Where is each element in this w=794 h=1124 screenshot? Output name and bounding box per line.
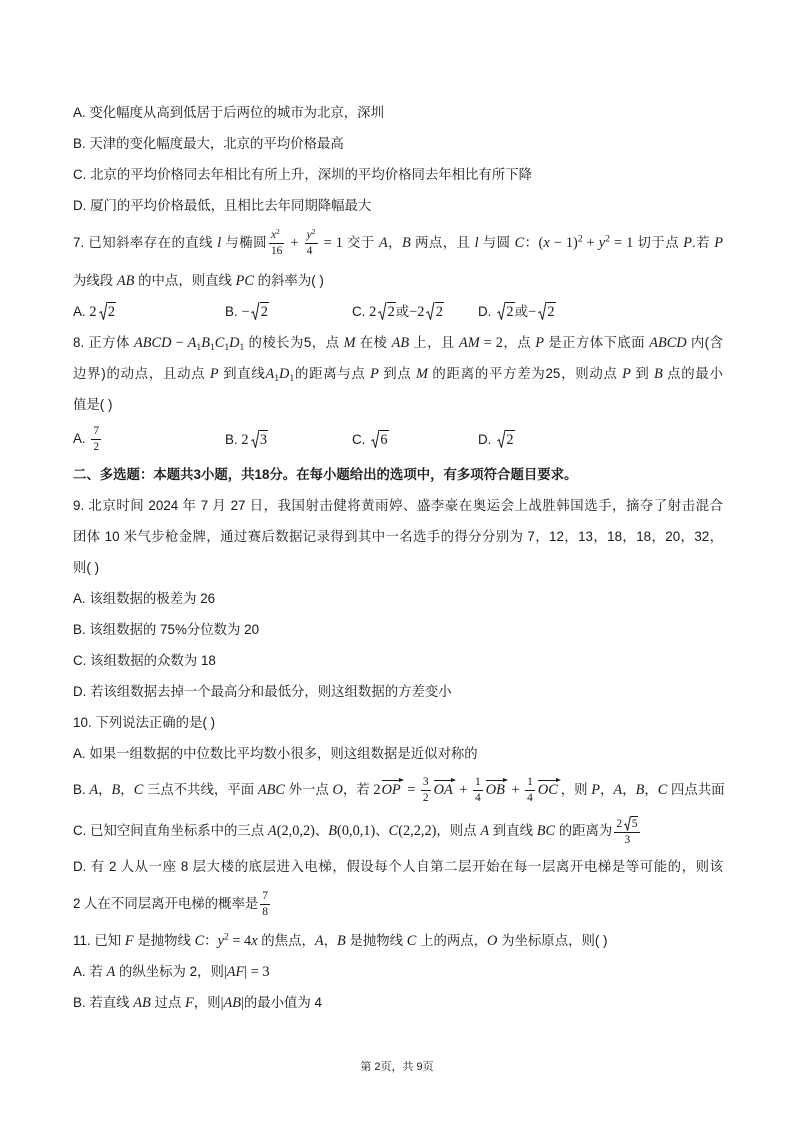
math-symbols: 4 xyxy=(475,791,481,804)
q7-stem-line-1 xyxy=(73,221,723,265)
math-symbols: ( xyxy=(538,235,544,251)
math-symbols: 3 xyxy=(422,775,429,788)
text-run: 上的两点， xyxy=(416,933,488,948)
math-variable: ABCD xyxy=(649,335,687,351)
text-run: 是正方体下底面 xyxy=(544,335,650,350)
math-variable: B xyxy=(653,366,663,382)
text-run: 在棱 xyxy=(355,335,392,350)
text-run: D. 若该组数据去掉一个最高分和最低分，则这组数据的方差变小 xyxy=(73,684,452,699)
q11-option-b xyxy=(73,987,723,1018)
text-run: 则( ) xyxy=(73,560,100,575)
math-symbols: 2 xyxy=(387,303,395,320)
superscript: 2 xyxy=(223,931,229,943)
text-run: A. xyxy=(73,431,90,447)
text-run: A. 如果一组数据的中位数比平均数小很多，则这组数据是近似对称的 xyxy=(73,746,478,761)
q9-option-a xyxy=(73,583,723,614)
square-root xyxy=(251,302,268,320)
text-run: 与椭圆 xyxy=(221,235,267,250)
square-root xyxy=(371,430,388,448)
math-symbols: 2 xyxy=(93,441,100,453)
text-run: C. 该组数据的众数为 18 xyxy=(73,653,216,668)
text-run: 内(含 xyxy=(686,335,723,350)
math-symbols: = 2 xyxy=(479,335,503,351)
text-run: ， xyxy=(600,782,614,797)
math-variable: AM xyxy=(458,335,480,351)
numerator xyxy=(91,425,101,440)
text-run: 10. 下列说法正确的是( ) xyxy=(73,715,216,730)
superscript: 2 xyxy=(605,233,610,245)
radicand xyxy=(435,302,444,320)
subscript: 1 xyxy=(224,341,230,353)
denominator xyxy=(525,791,535,805)
text-run: 的最小值为 4 xyxy=(243,995,322,1010)
math-symbols: 2 xyxy=(422,791,429,804)
math-variable: C xyxy=(194,933,205,949)
math-symbols: | xyxy=(240,995,244,1011)
q8-option-d xyxy=(478,430,723,448)
q10-option-c xyxy=(73,810,723,851)
math-symbols: 2 xyxy=(435,303,443,320)
text-run: 或 xyxy=(514,303,528,319)
square-root xyxy=(538,302,555,320)
superscript: 2 xyxy=(276,226,280,236)
math-variable: O xyxy=(332,782,343,798)
math-variable: B xyxy=(402,235,411,251)
text-run: D. 厦门的平均价格最低，且相比去年同期降幅最大 xyxy=(73,198,372,213)
numerator xyxy=(525,776,535,791)
math-variable: AB xyxy=(391,335,410,351)
text-run: B. 该组数据的 75%分位数为 20 xyxy=(73,622,260,637)
math-symbols: | xyxy=(223,964,227,980)
text-run: 外一点 xyxy=(284,782,333,797)
text-run: .若 xyxy=(692,235,715,250)
text-run: 2 人在不同层离开电梯的概率是 xyxy=(73,896,259,911)
math-variable: A xyxy=(314,933,324,949)
text-run: ， xyxy=(387,235,403,250)
q9-stem-line-2 xyxy=(73,521,723,552)
page-footer: 第 2页，共 9页 xyxy=(360,1061,434,1073)
text-run: 上，且 xyxy=(409,335,459,350)
q8-stem-line-1 xyxy=(73,327,723,358)
math-variable: P xyxy=(591,782,601,798)
superscript: 2 xyxy=(311,226,316,236)
text-run: 的纵坐标为 2，则 xyxy=(115,964,224,979)
math-variable: A xyxy=(265,366,275,382)
math-variable: x xyxy=(251,933,258,949)
math-symbols: = 1 xyxy=(609,235,634,251)
vector-symbol: OP xyxy=(381,778,404,798)
math-symbols: 2 xyxy=(506,432,514,449)
text-run: C. 已知空间直角坐标系中的三点 xyxy=(73,823,268,838)
fraction xyxy=(91,425,101,454)
text-run: A. 该组数据的极差为 26 xyxy=(73,591,216,606)
radicand xyxy=(631,816,639,831)
text-run: 到 xyxy=(630,366,654,381)
math-symbols: 2 xyxy=(241,431,249,448)
math-variable: F xyxy=(185,995,194,1011)
text-run: 切于点 xyxy=(633,235,684,250)
superscript: 2 xyxy=(577,233,583,245)
text-run: 边界)的动点，且动点 xyxy=(73,366,210,381)
radicand xyxy=(546,302,555,320)
radical-sign-icon xyxy=(251,302,259,320)
q8-options xyxy=(73,420,723,459)
q10-option-d-line-1 xyxy=(73,851,723,882)
math-variable: A xyxy=(613,782,623,798)
vector-symbol: OB xyxy=(485,778,508,798)
math-symbols: 2 xyxy=(506,303,514,320)
radicand xyxy=(259,430,268,448)
q9-stem-line-3 xyxy=(73,552,723,583)
section-heading-multiple-choice: 二、多选题：本题共3小题，共18分。在每小题给出的选项中，有多项符合题目要求。 xyxy=(73,467,578,482)
numerator xyxy=(305,226,318,244)
math-symbols: 2 xyxy=(107,303,116,320)
text-run: D. 有 2 人从一座 8 层大楼的底层进入电梯，假设每个人自第二层开始在每一层离开电梯是等可能的，则该 xyxy=(73,859,723,874)
math-symbols: 2 xyxy=(373,782,381,798)
math-variable: A xyxy=(187,335,197,351)
fraction xyxy=(421,776,431,805)
text-run: ， xyxy=(98,782,112,797)
fraction xyxy=(614,816,640,847)
math-variable: P xyxy=(683,235,693,251)
math-symbols: = 1 xyxy=(319,235,343,251)
math-variable: C xyxy=(657,782,668,798)
math-variable: P xyxy=(622,366,631,382)
q8-option-b xyxy=(225,430,352,450)
text-run: A. xyxy=(73,303,90,319)
radical-sign-icon xyxy=(426,302,434,320)
math-variable: B xyxy=(635,782,645,798)
radical-sign-icon xyxy=(497,430,505,448)
text-run: 点的最小 xyxy=(662,366,723,381)
math-variable: P xyxy=(535,335,545,351)
square-root xyxy=(378,302,395,320)
square-root xyxy=(99,302,116,320)
q8-stem-line-3 xyxy=(73,389,723,420)
radicand xyxy=(387,302,396,320)
math-symbols: 7 xyxy=(262,889,268,902)
math-symbols: − xyxy=(527,303,537,320)
square-root xyxy=(251,430,268,448)
math-symbols: 2 xyxy=(89,303,97,320)
math-variable: A xyxy=(106,964,116,980)
text-run: ，则 xyxy=(193,995,221,1010)
text-run: 的距离的平方差为25，则动点 xyxy=(427,366,623,381)
square-root xyxy=(624,816,638,831)
square-root xyxy=(497,302,514,320)
math-variable: M xyxy=(416,366,428,382)
text-run: ： xyxy=(204,933,218,948)
radicand xyxy=(505,302,514,320)
text-run: B. xyxy=(225,303,242,319)
text-run: 两点，且 xyxy=(410,235,475,250)
math-symbols: 4 xyxy=(527,791,533,804)
text-run: 为线段 xyxy=(73,273,117,288)
text-run: 团体 10 米气步枪金牌，通过赛后数据记录得到其中一名选手的得分分别为 7，12，13，18，18，20，32， xyxy=(73,529,723,544)
math-symbols: − xyxy=(241,303,250,320)
radicand xyxy=(107,302,116,320)
fraction xyxy=(305,226,318,258)
text-run: A. 若 xyxy=(73,964,107,979)
math-variable: B xyxy=(337,933,346,949)
math-variable: D xyxy=(279,366,290,382)
text-run: ， xyxy=(622,782,636,797)
text-run: ： xyxy=(524,235,539,250)
math-variable: y xyxy=(217,933,224,949)
math-variable: BC xyxy=(536,823,556,839)
text-run: 为坐标原点，则( ) xyxy=(497,933,608,948)
text-run: B. 天津的变化幅度最大，北京的平均价格最高 xyxy=(73,136,344,151)
math-variable: A xyxy=(267,823,277,839)
text-run: ， xyxy=(120,782,134,797)
q6-option-a xyxy=(73,97,723,128)
q7-option-b xyxy=(225,302,352,322)
radical-sign-icon xyxy=(99,302,107,320)
text-run: 值是( ) xyxy=(73,397,113,412)
text-run: B. xyxy=(73,782,90,797)
math-variable: x xyxy=(270,228,277,241)
text-run: 与圆 xyxy=(478,235,515,250)
math-variable: F xyxy=(124,933,134,949)
math-symbols: + xyxy=(286,235,303,251)
subscript: 1 xyxy=(209,341,215,353)
q7-option-a xyxy=(73,302,225,322)
q6-option-b xyxy=(73,128,723,159)
numerator xyxy=(421,776,431,791)
q6-option-d xyxy=(73,190,723,221)
text-run: ， xyxy=(644,782,658,797)
math-variable: B xyxy=(328,823,338,839)
text-run: ，若 xyxy=(342,782,374,797)
math-symbols: 16 xyxy=(270,244,283,257)
text-run: 的棱长为5，点 xyxy=(244,335,344,350)
math-variable: A xyxy=(89,782,99,798)
math-variable: D xyxy=(229,335,240,351)
radical-sign-icon xyxy=(251,430,259,448)
text-run: ，点 xyxy=(502,335,536,350)
math-symbols: 2 xyxy=(260,303,268,320)
math-variable: y xyxy=(598,235,606,251)
text-run: C. xyxy=(352,303,370,319)
math-variable: C xyxy=(514,235,525,251)
subscript: 1 xyxy=(196,341,202,353)
vector-symbol: OA xyxy=(433,778,456,798)
math-symbols: 2 xyxy=(616,817,623,830)
text-run: 9. 北京时间 2024 年 7 月 27 日，我国射击健将黄雨婷、盛李豪在奥运会上战胜韩国选手，摘夺了射击混合 xyxy=(73,498,723,513)
math-symbols: = xyxy=(403,782,419,798)
math-variable: ABCD xyxy=(134,335,172,351)
q9-stem-line-1 xyxy=(73,490,723,521)
math-symbols: (2,0,2) xyxy=(276,823,315,839)
text-run: B. 若直线 xyxy=(73,995,134,1010)
subscript: 1 xyxy=(289,372,295,384)
text-run: 或 xyxy=(395,303,410,319)
text-run: 三点不共线，平面 xyxy=(143,782,258,797)
math-symbols: 2 xyxy=(547,303,555,320)
math-symbols: + xyxy=(455,782,472,798)
exam-page-content xyxy=(73,97,723,1018)
q8-option-c xyxy=(352,430,478,448)
math-symbols: 4 xyxy=(306,244,313,257)
math-symbols: + xyxy=(507,782,524,798)
math-symbols: 6 xyxy=(380,432,388,449)
numerator xyxy=(269,226,284,244)
math-symbols: − xyxy=(171,335,188,351)
q9-option-b xyxy=(73,614,723,645)
text-run: 到直线 xyxy=(218,366,266,381)
text-run: 四点共面 xyxy=(667,782,725,797)
math-variable: AB xyxy=(133,995,151,1011)
math-symbols: −2 xyxy=(409,303,425,320)
denominator xyxy=(91,440,101,454)
text-run: 是抛物线 xyxy=(345,933,407,948)
q7-option-d xyxy=(478,302,723,322)
math-variable: C xyxy=(406,933,417,949)
numerator xyxy=(473,776,483,791)
math-variable: A xyxy=(480,823,490,839)
square-root xyxy=(426,302,443,320)
text-run: 过点 xyxy=(150,995,186,1010)
math-symbols: 8 xyxy=(262,905,268,918)
math-symbols: 3 xyxy=(259,431,268,448)
text-run: 、 xyxy=(375,823,389,838)
radical-sign-icon xyxy=(378,302,386,320)
text-run: ， xyxy=(323,933,338,948)
text-run: 11. 已知 xyxy=(73,933,125,948)
text-run: 7. 已知斜率存在的直线 xyxy=(73,235,218,250)
text-run: 的斜率为( ) xyxy=(253,273,324,288)
q6-option-c xyxy=(73,159,723,190)
text-run: D. xyxy=(478,432,496,448)
math-symbols: (2,2,2) xyxy=(398,823,437,839)
fraction xyxy=(260,890,270,919)
numerator xyxy=(260,890,270,905)
text-run: 的焦点， xyxy=(257,933,315,948)
q11-stem xyxy=(73,925,723,956)
math-symbols: 5 xyxy=(631,817,638,830)
math-symbols: | = 3 xyxy=(244,964,270,980)
q8-stem-line-2 xyxy=(73,358,723,389)
text-run: 8. 正方体 xyxy=(73,335,135,350)
math-symbols: + xyxy=(582,235,599,251)
math-variable: AB xyxy=(116,273,135,289)
math-variable: O xyxy=(487,933,498,949)
math-variable: P xyxy=(370,366,379,382)
q10-option-d-line-2 xyxy=(73,882,723,925)
math-symbols: 1 xyxy=(475,775,481,788)
denominator xyxy=(473,791,483,805)
fraction xyxy=(473,776,483,805)
math-symbols: | xyxy=(220,995,224,1011)
numerator xyxy=(614,816,640,833)
math-variable: C xyxy=(388,823,399,839)
fraction xyxy=(269,226,284,258)
subscript: 1 xyxy=(239,341,245,353)
math-variable: AB xyxy=(223,995,241,1011)
math-variable: A xyxy=(378,235,388,251)
math-variable: P xyxy=(714,235,723,251)
q7-stem-line-2 xyxy=(73,265,723,296)
q10-option-a xyxy=(73,738,723,769)
q7-options xyxy=(73,296,723,327)
math-variable: M xyxy=(343,335,356,351)
math-variable: B xyxy=(111,782,121,798)
q8-option-a xyxy=(73,425,225,454)
math-variable: x xyxy=(543,235,550,251)
math-symbols: − 1) xyxy=(549,235,578,251)
math-symbols: 2 xyxy=(369,303,377,320)
radicand xyxy=(260,302,269,320)
q11-option-a xyxy=(73,956,723,987)
square-root xyxy=(497,430,514,448)
math-variable: y xyxy=(306,228,312,241)
q9-option-c xyxy=(73,645,723,676)
math-symbols: = 4 xyxy=(228,933,252,949)
text-run: 的距离与点 xyxy=(294,366,371,381)
text-run: 的中点，则直线 xyxy=(134,273,236,288)
radical-sign-icon xyxy=(624,816,631,831)
text-run: C. 北京的平均价格同去年相比有所上升，深圳的平均价格同去年相比有所下降 xyxy=(73,167,532,182)
denominator xyxy=(614,833,640,847)
text-run: B. xyxy=(225,431,242,447)
denominator xyxy=(305,244,318,258)
radical-sign-icon xyxy=(371,430,379,448)
q10-option-b xyxy=(73,769,723,810)
math-variable: l xyxy=(217,235,222,251)
text-run: ，则点 xyxy=(436,823,481,838)
denominator xyxy=(421,791,431,805)
math-symbols: 3 xyxy=(624,833,631,846)
q7-option-c xyxy=(352,302,478,322)
math-symbols: 1 xyxy=(527,775,533,788)
math-variable: ABC xyxy=(257,782,285,798)
subscript: 1 xyxy=(274,372,280,384)
math-variable: PC xyxy=(235,273,254,289)
math-variable: P xyxy=(209,366,219,382)
text-run: 、 xyxy=(314,823,329,838)
math-variable: C xyxy=(214,335,225,351)
fraction xyxy=(525,776,535,805)
text-run: 是抛物线 xyxy=(133,933,195,948)
radicand xyxy=(379,430,388,448)
math-symbols: (0,0,1) xyxy=(337,823,376,839)
math-symbols: 7 xyxy=(93,424,100,437)
q10-stem xyxy=(73,707,723,738)
vector-symbol: OC xyxy=(537,778,561,798)
math-variable: AF xyxy=(226,964,245,980)
text-run: 到点 xyxy=(378,366,417,381)
text-run: C. xyxy=(352,432,370,448)
denominator xyxy=(269,244,284,258)
q9-option-d xyxy=(73,676,723,707)
math-variable: B xyxy=(201,335,210,351)
math-variable: l xyxy=(474,235,479,251)
denominator xyxy=(260,905,270,919)
text-run: A. 变化幅度从高到低居于后两位的城市为北京，深圳 xyxy=(73,105,384,120)
text-run: ，则 xyxy=(560,782,592,797)
radicand xyxy=(505,430,514,448)
radical-sign-icon xyxy=(497,302,505,320)
text-run: D. xyxy=(478,303,496,319)
math-variable: C xyxy=(133,782,144,798)
text-run: 的距离为 xyxy=(555,823,613,838)
text-run: 交于 xyxy=(342,235,379,250)
text-run: 到直线 xyxy=(489,823,537,838)
radical-sign-icon xyxy=(538,302,546,320)
